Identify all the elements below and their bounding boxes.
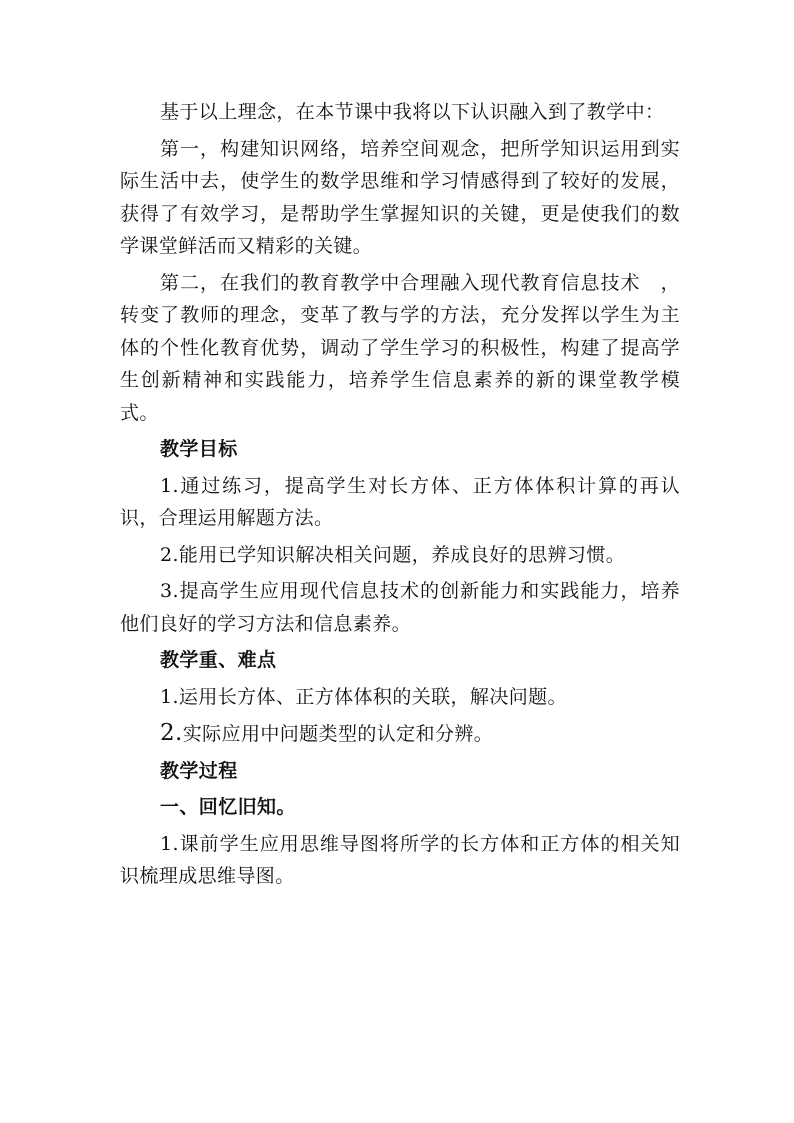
objective-item: 2.能用已学知识解决相关问题，养成良好的思辨习惯。 (160, 543, 626, 566)
process-item: 1.课前学生应用思维导图将所学的长方体和正方体的相关知识梳理成思维导图。 (120, 832, 680, 887)
process-heading: 教学过程 (160, 759, 238, 782)
key-point-number: 2. (160, 720, 183, 746)
document-page (120, 96, 680, 893)
objective-item: 1.通过练习，提高学生对长方体、正方体体积计算的再认识，合理运用解题方法。 (120, 474, 680, 529)
second-point-paragraph: 第二，在我们的教育教学中合理融入现代教育信息技术 ，转变了教师的理念，变革了教与学的方法，充分发挥以学生为主体的个性化教育优势，调动了学生学习的积极性，构建了提高学生创新精神和实践能力，培养学生信息素养的新的课堂教学模式。 (120, 271, 680, 424)
objectives-heading: 教学目标 (160, 438, 238, 460)
key-points-heading: 教学重、难点 (160, 649, 277, 671)
first-point-paragraph: 第一，构建知识网络，培养空间观念，把所学知识运用到实际生活中去，使学生的数学思维和学习情感得到了较好的发展，获得了有效学习，是帮助学生掌握知识的关键，更是使我们的数学课堂鲜活而又精彩的关键。 (120, 137, 680, 257)
intro-paragraph: 基于以上理念，在本节课中我将以下认识融入到了教学中： (160, 101, 665, 123)
objective-item: 3.提高学生应用现代信息技术的创新能力和实践能力，培养他们良好的学习方法和信息素养。 (120, 580, 680, 635)
key-point-item (120, 717, 680, 751)
key-point-item: 1.运用长方体、正方体体积的关联，解决问题。 (160, 685, 567, 708)
key-point-text: 实际应用中问题类型的认定和分辨。 (182, 723, 494, 745)
process-section-heading: 一、回忆旧知。 (160, 796, 296, 818)
